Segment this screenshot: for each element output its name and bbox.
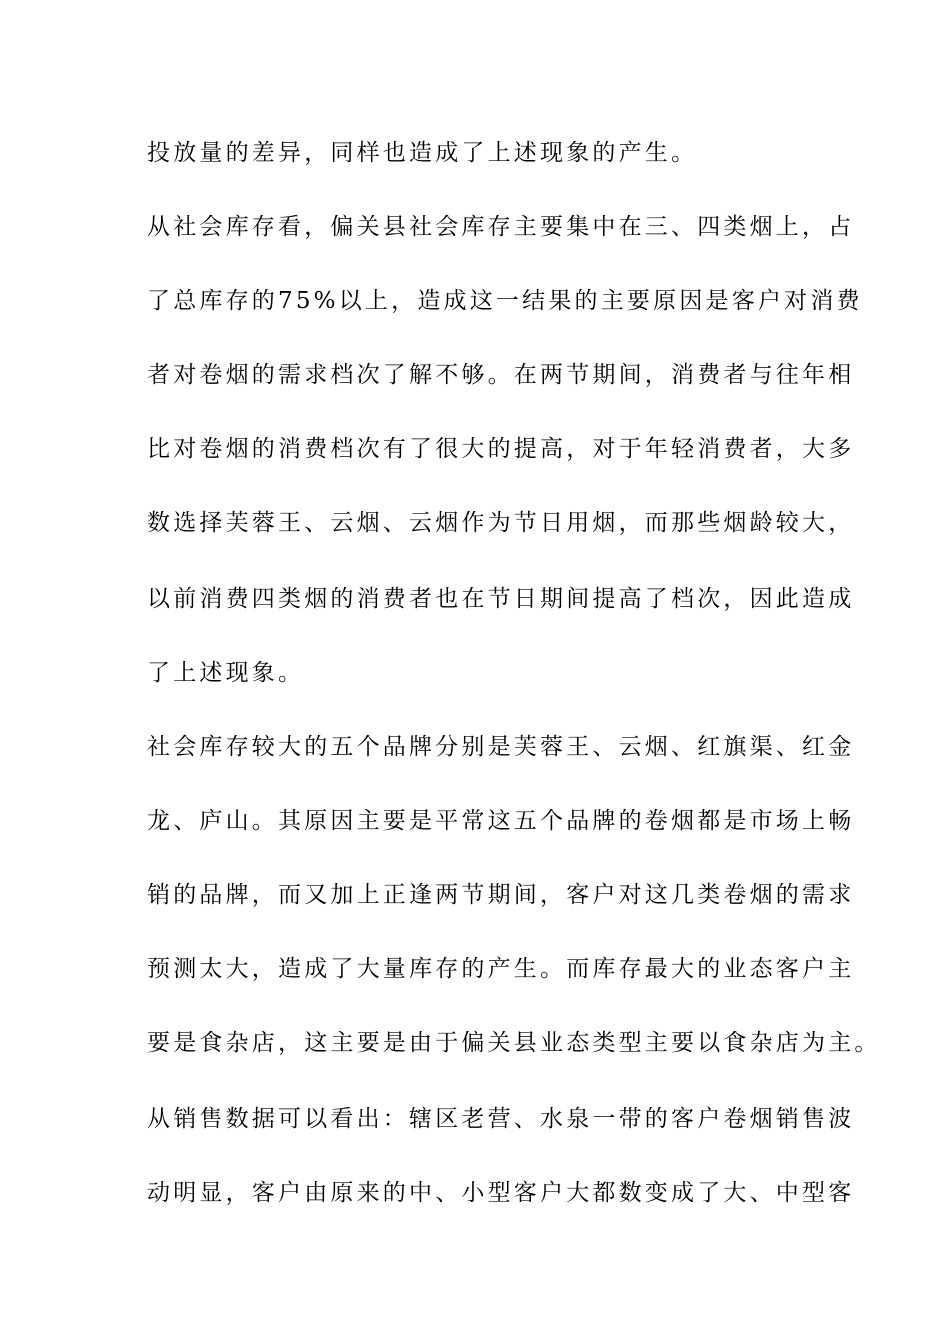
text-line: 要是食杂店，这主要是由于偏关县业态类型主要以食杂店为主。	[147, 1030, 881, 1056]
text-line: 动明显，客户由原来的中、小型客户大都数变成了大、中型客	[147, 1180, 855, 1206]
text-line: 者对卷烟的需求档次了解不够。在两节期间，消费者与往年相	[147, 362, 855, 388]
text-line: 社会库存较大的五个品牌分别是芙蓉王、云烟、红旗渠、红金	[147, 734, 855, 760]
text-line: 销的品牌，而又加上正逢两节期间，客户对这几类卷烟的需求	[147, 882, 855, 908]
text-line: 龙、庐山。其原因主要是平常这五个品牌的卷烟都是市场上畅	[147, 808, 855, 834]
text-line: 数选择芙蓉王、云烟、云烟作为节日用烟，而那些烟龄较大，	[147, 510, 855, 536]
text-line: 以前消费四类烟的消费者也在节日期间提高了档次，因此造成	[147, 586, 855, 612]
text-line: 比对卷烟的消费档次有了很大的提高，对于年轻消费者，大多	[147, 436, 855, 462]
text-line: 从社会库存看，偏关县社会库存主要集中在三、四类烟上，占	[147, 214, 855, 240]
text-line: 了总库存的75%以上，造成这一结果的主要原因是客户对消费	[147, 288, 863, 314]
text-line: 投放量的差异，同样也造成了上述现象的产生。	[147, 140, 698, 166]
text-line: 从销售数据可以看出：辖区老营、水泉一带的客户卷烟销售波	[147, 1106, 855, 1132]
text-line: 预测太大，造成了大量库存的产生。而库存最大的业态客户主	[147, 956, 855, 982]
text-line: 了上述现象。	[147, 660, 305, 686]
